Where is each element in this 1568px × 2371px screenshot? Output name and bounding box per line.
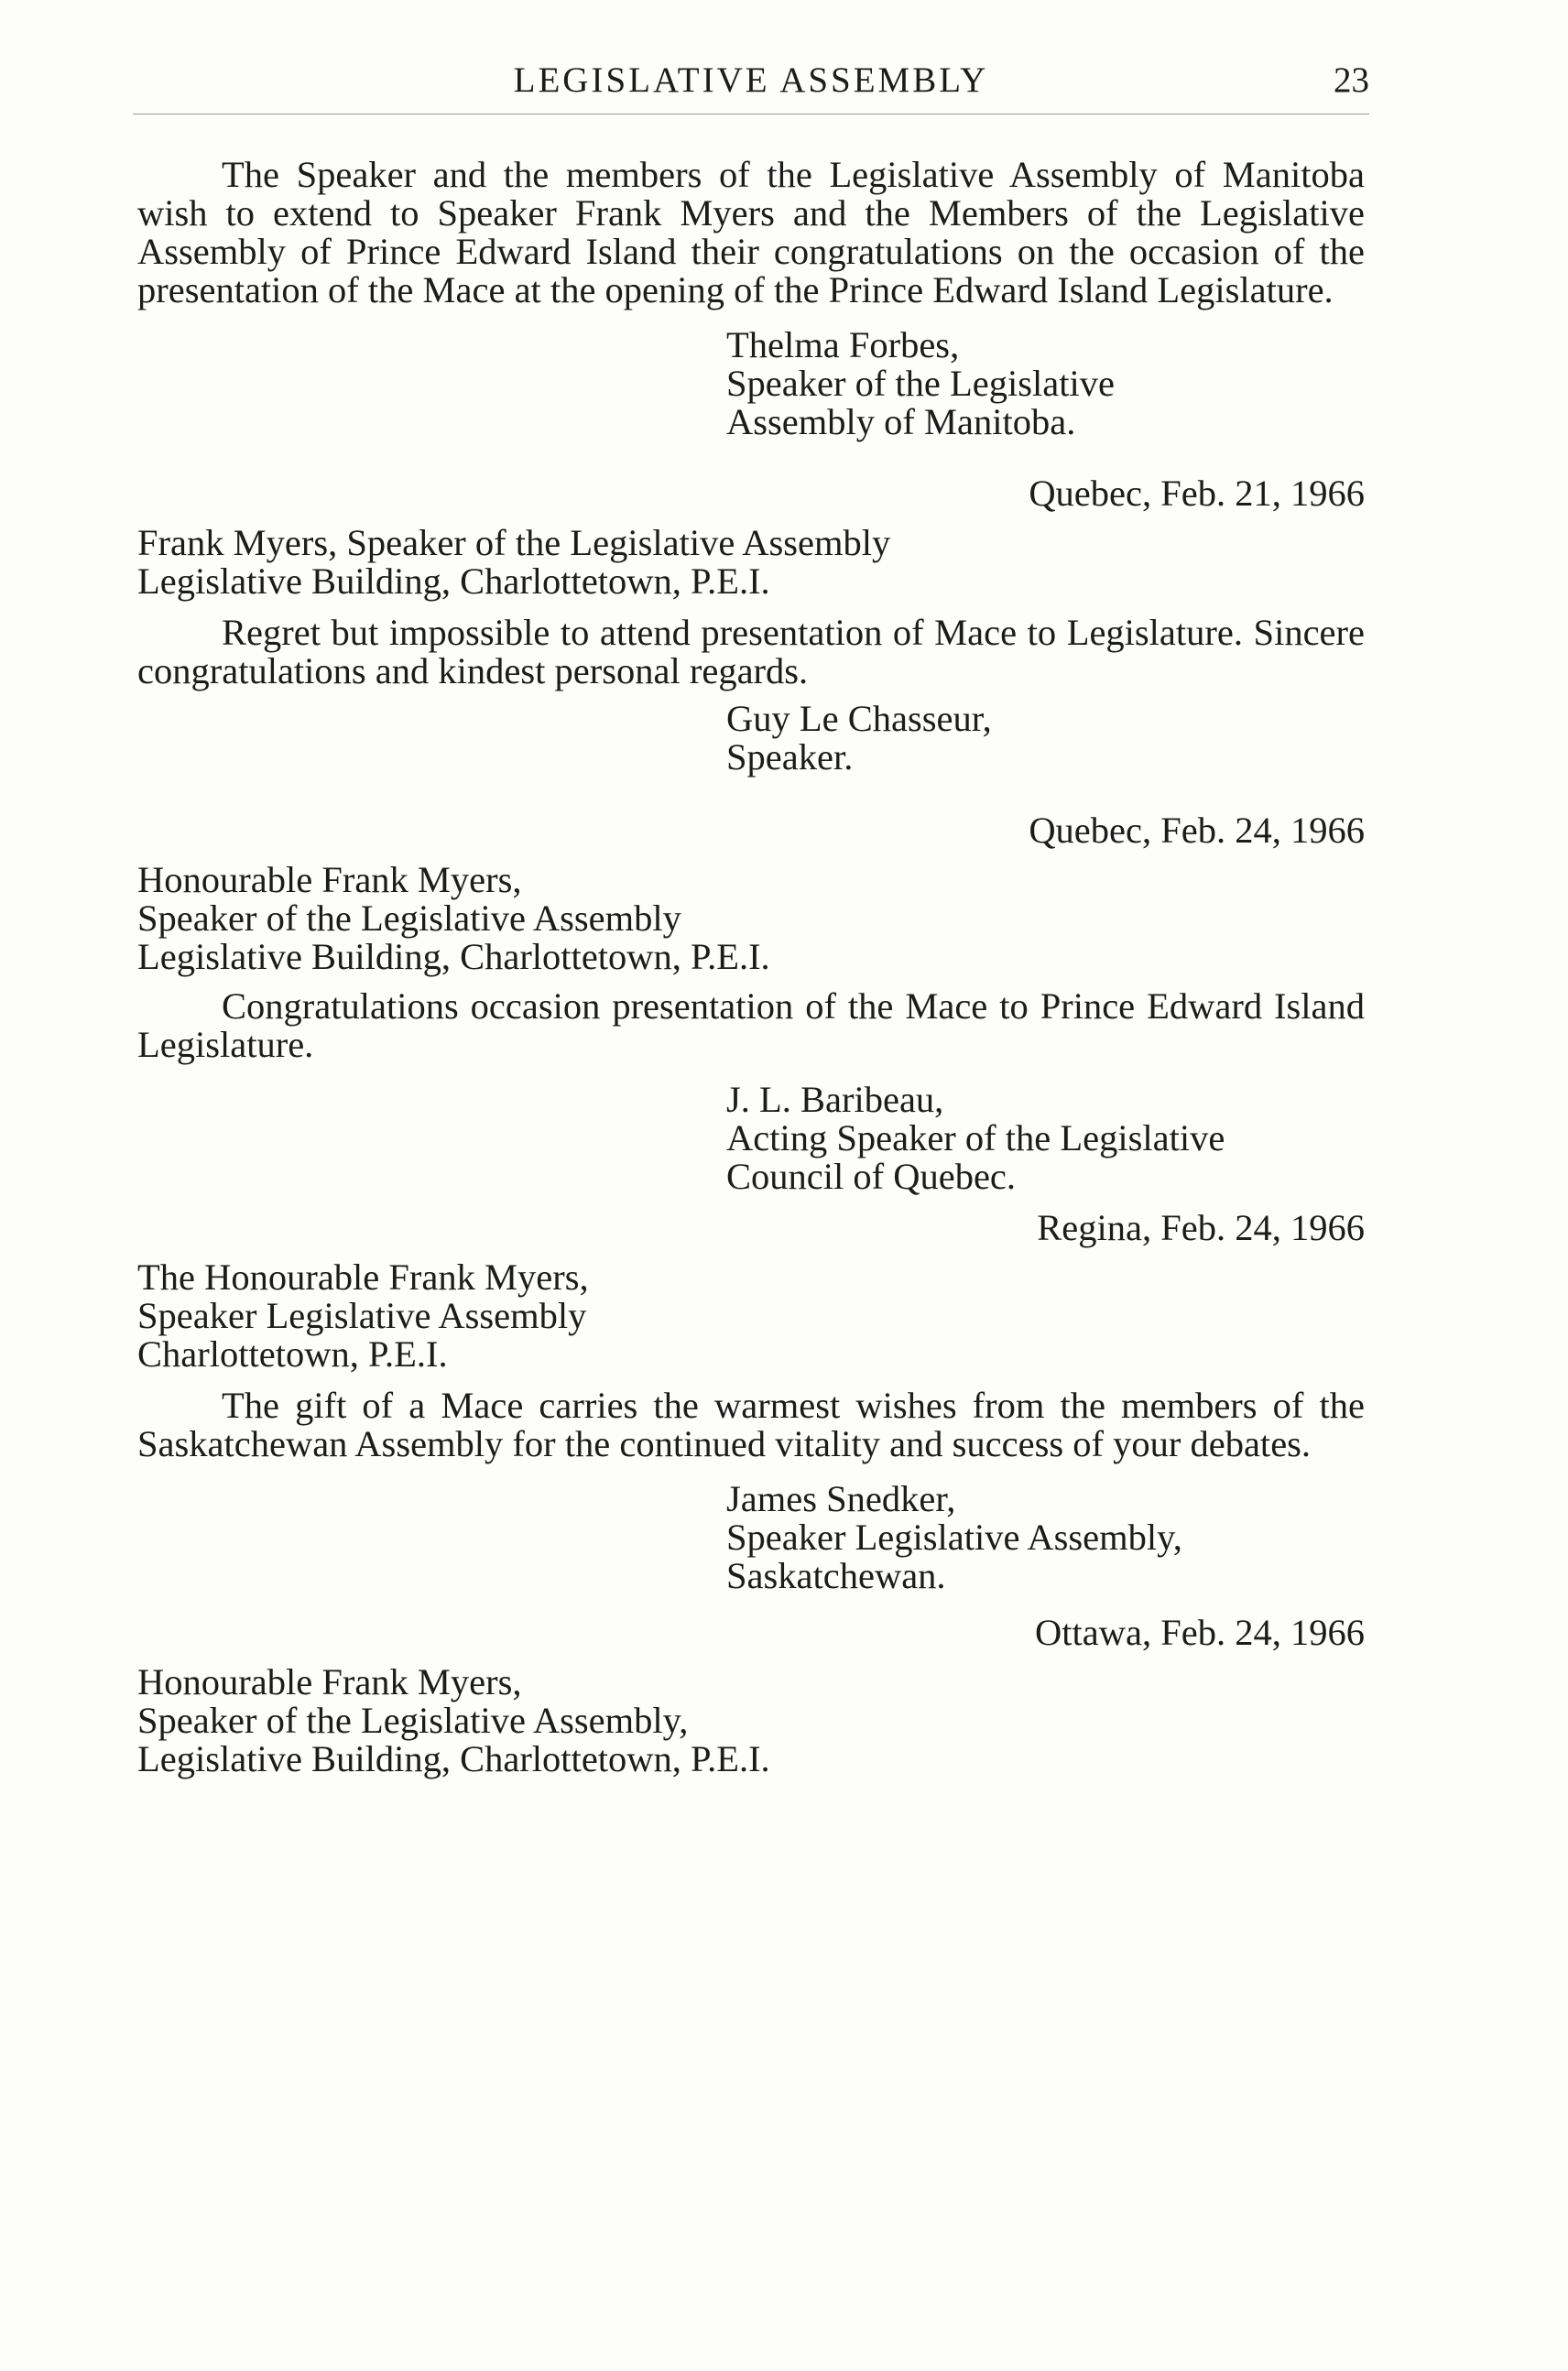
address-line: Frank Myers, Speaker of the Legislative Assembly [137,522,891,563]
dateline-regina: Regina, Feb. 24, 1966 [1037,1207,1365,1248]
page-header [133,57,1369,114]
dateline-ottawa: Ottawa, Feb. 24, 1966 [1035,1612,1365,1653]
address-line: Legislative Building, Charlottetown, P.E.I. [137,1738,770,1779]
message-saskatchewan: The gift of a Mace carries the warmest wishes from the members of the Saskatchewan Assembly for the continued vitality and success of your debates. [137,1385,1365,1464]
address-line: Speaker Legislative Assembly [137,1295,587,1336]
signature-line: Council of Quebec. [726,1156,1017,1197]
signature-line: Acting Speaker of the Legislative [726,1117,1225,1158]
message-quebec-speaker: Regret but impossible to attend presentation of Mace to Legislature. Sincere congratulations and kindest personal regards. [137,612,1365,691]
address-line: Legislative Building, Charlottetown, P.E.I. [137,560,770,602]
address-line: Speaker of the Legislative Assembly, [137,1700,689,1741]
address-block [137,1663,1365,1778]
page-content [137,156,1365,1778]
address-block [137,861,1365,976]
signature-line: Thelma Forbes, [726,324,960,365]
address-line: The Honourable Frank Myers, [137,1256,589,1298]
signature-line: James Snedker, [726,1478,956,1519]
address-block [137,1258,1365,1374]
signature-quebec-speaker [726,700,1365,777]
signature-quebec-council [726,1081,1365,1196]
dateline-quebec-feb-21: Quebec, Feb. 21, 1966 [1029,473,1365,514]
signature-saskatchewan [726,1480,1365,1595]
address-line: Honourable Frank Myers, [137,859,522,900]
dateline-quebec-feb-24: Quebec, Feb. 24, 1966 [1029,810,1365,851]
message-quebec-council: Congratulations occasion presentation of the Mace to Prince Edward Island Legislature. [137,985,1365,1065]
page-number: 23 [1334,60,1369,100]
address-line: Honourable Frank Myers, [137,1661,522,1702]
address-line: Speaker of the Legislative Assembly [137,897,681,939]
signature-line: Saskatchewan. [726,1555,946,1596]
running-title: LEGISLATIVE ASSEMBLY [513,60,989,100]
signature-line: Speaker Legislative Assembly, [726,1517,1182,1558]
signature-line: Speaker. [726,736,854,778]
signature-line: Speaker of the Legislative [726,363,1115,404]
signature-manitoba [726,326,1365,441]
address-line: Legislative Building, Charlottetown, P.E.I. [137,936,770,977]
message-manitoba: The Speaker and the members of the Legislative Assembly of Manitoba wish to extend to Speaker Frank Myers and the Members of the Legislative Assembly of Prince Edward Island their congratulations on the occasion of the presentation of the Mace at the opening of the Prince Edward Island Legislature. [137,154,1365,310]
address-block [137,524,1365,601]
signature-line: Assembly of Manitoba. [726,401,1076,442]
signature-line: J. L. Baribeau, [726,1079,944,1120]
signature-line: Guy Le Chasseur, [726,698,992,739]
address-line: Charlottetown, P.E.I. [137,1333,448,1375]
